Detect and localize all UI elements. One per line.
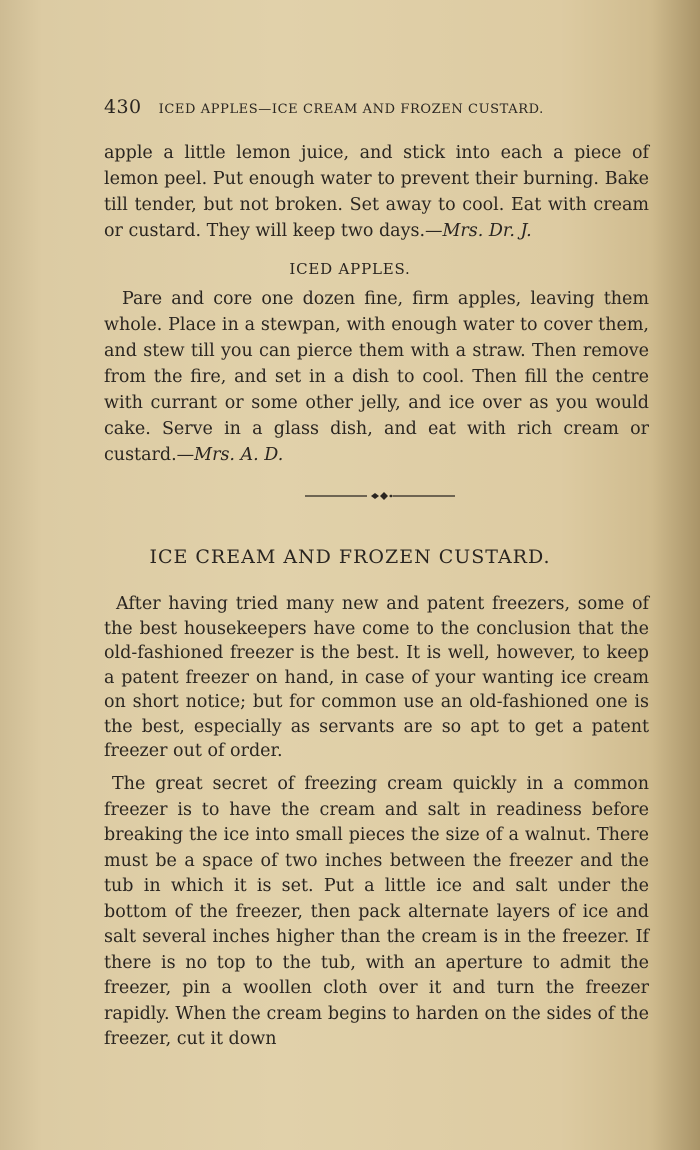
running-title: ICED APPLES—ICE CREAM AND FROZEN CUSTARD.	[158, 102, 544, 117]
section-title: ICE CREAM AND FROZEN CUSTARD.	[149, 546, 551, 568]
intro-paragraph	[104, 140, 649, 244]
iced-apples-signature: Mrs. A. D.	[194, 445, 284, 465]
section-paragraph-1: After having tried many new and patent freezers, some of the best housekeepers have come to the conclusion that the old-fashioned freezer is the best. It is well, however, to keep a patent freezer on hand, in case of your wanting ice cream on short notice; but for common use an old-fashioned one is the best, especially as servants are so apt to get a patent freezer out of order.	[104, 594, 649, 761]
page-header	[104, 96, 644, 118]
intro-signature: Mrs. Dr. J.	[442, 221, 532, 241]
section-divider-ornament	[305, 490, 455, 502]
page-number: 430	[104, 96, 142, 118]
iced-apples-text: Pare and core one dozen fine, firm apples, leaving them whole. Place in a stewpan, with enough water to cover them, and stew till you can pierce them with a straw. Then remove from the fire, and set in a dish to cool. Then fill the centre with currant or some other jelly, and ice over as you would cake. Serve in a glass dish, and eat with rich cream or custard.—	[104, 289, 649, 465]
iced-apples-title: ICED APPLES.	[289, 260, 411, 278]
iced-apples-paragraph	[104, 286, 649, 468]
intro-text: apple a little lemon juice, and stick into each a piece of lemon peel. Put enough water to prevent their burning. Bake till tender, but not broken. Set away to cool. Eat with cream or custard. They will keep two days.—	[104, 143, 649, 241]
section-paragraph-2: The great secret of freezing cream quickly in a common freezer is to have the cream and salt in readiness before breaking the ice into small pieces the size of a walnut. There must be a space of two inches between the freezer and the tub in which it is set. Put a little ice and salt under the bottom of the freezer, then pack alternate layers of ice and salt several inches higher than the cream is in the freezer. If there is no top to the tub, with an aperture to admit the freezer, pin a woollen cloth over it and turn the freezer rapidly. When the cream begins to harden on the sides of the freezer, cut it down	[104, 774, 649, 1049]
